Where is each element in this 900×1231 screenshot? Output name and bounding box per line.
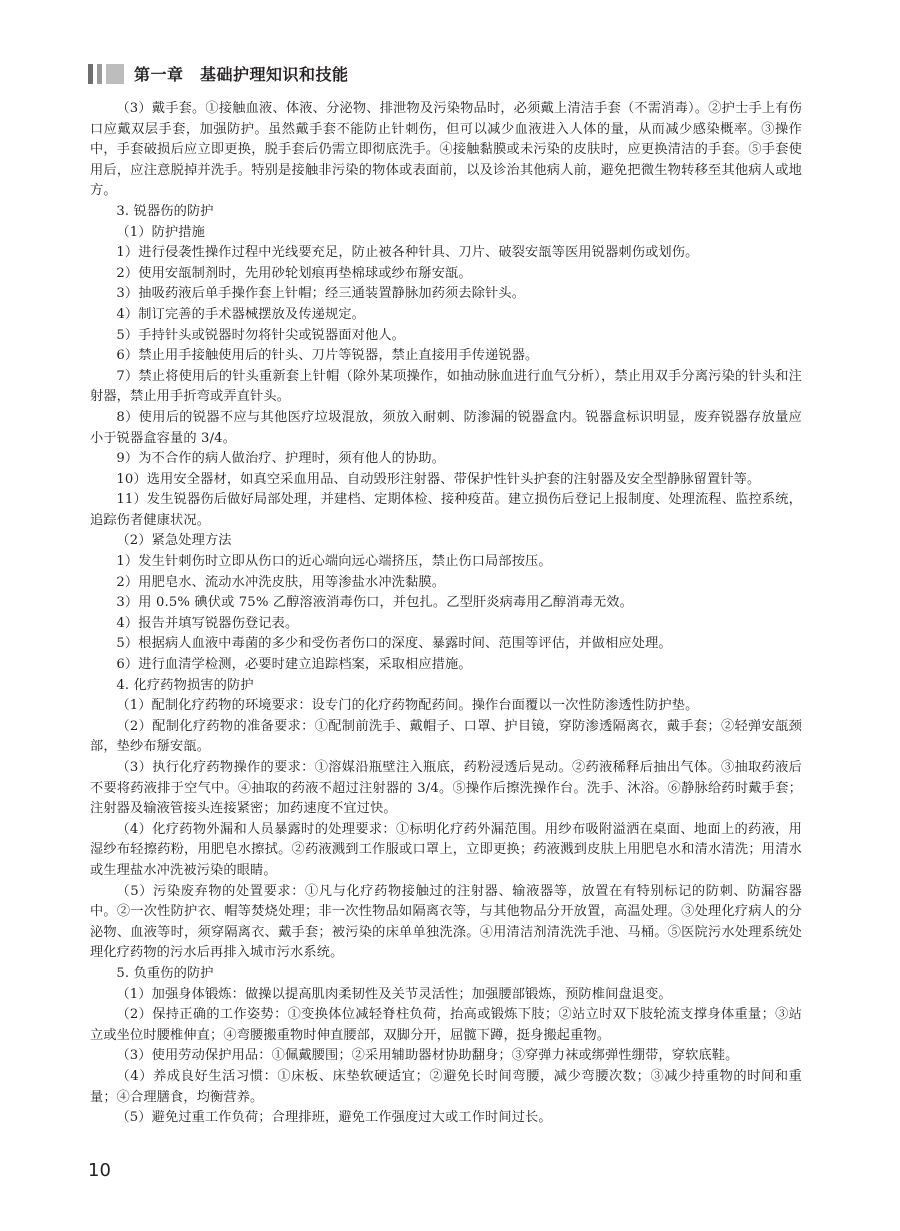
list-item: 4）报告并填写锐器伤登记表。 (116, 615, 299, 631)
subsection-heading: （1）防护措施 (116, 224, 205, 240)
header-decoration-block (106, 64, 124, 84)
list-item: 1）进行侵袭性操作过程中光线要充足，防止被各种针具、刀片、破裂安瓿等医用锐器刺伤或划伤。 (116, 245, 699, 261)
section-heading: 3. 锐器伤的防护 (116, 203, 214, 219)
list-item: （5）污染废弃物的处置要求：①凡与化疗药物接触过的注射器、输液器等，放置在有特别标记的防刺、防漏容器中。②一次性防护衣、帽等焚烧处理；非一次性物品如隔离衣等，与其他物品分开放置，高温处理。③处理化疗病人的分泌物、血液等时，须穿隔离衣、戴手套；被污染的床单单独洗涤。④用清洁剂清洗洗手池、马桶。⑤医院污水处理系统处理化疗药物的污水后再排入城市污水系统。 (90, 883, 802, 961)
page-body (90, 99, 802, 1129)
list-item: 3）用 0.5% 碘伏或 75% 乙醇溶液消毒伤口，并包扎。乙型肝炎病毒用乙醇消毒无效。 (116, 595, 633, 611)
page-header (88, 58, 808, 88)
list-item: 3）抽吸药液后单手操作套上针帽；经三通装置静脉加药须去除针头。 (116, 286, 526, 302)
list-item: 8）使用后的锐器不应与其他医疗垃圾混放，须放入耐刺、防渗漏的锐器盒内。锐器盒标识明显，废弃锐器存放量应小于锐器盒容量的 3/4。 (90, 409, 802, 446)
list-item: （1）加强身体锻炼：做操以提高肌肉柔韧性及关节灵活性；加强腰部锻炼，预防椎间盘退变。 (116, 986, 672, 1002)
list-item: （1）配制化疗药物的环境要求：设专门的化疗药物配药间。操作台面覆以一次性防渗透性防护垫。 (116, 698, 699, 714)
chapter-title: 第一章 基础护理知识和技能 (134, 65, 349, 84)
list-item: 11）发生锐器伤后做好局部处理，并建档、定期体检、接种疫苗。建立损伤后登记上报制度、处理流程、监控系统，追踪伤者健康状况。 (90, 492, 802, 528)
page-number: 10 (88, 1160, 111, 1181)
list-item: 2）用肥皂水、流动水冲洗皮肤，用等渗盐水冲洗黏膜。 (116, 574, 446, 590)
list-item: （3）执行化疗药物操作的要求：①溶媒沿瓶壁注入瓶底，药粉浸透后晃动。②药液稀释后抽出气体。③抽取药液后不要将药液排于空气中。④抽取的药液不超过注射器的 3/4。⑤操作后擦洗操作台。洗手、沐浴。⑥静脉给药时戴手套；注射器及输液管接头连接紧密；加药速度不宜过快。 (90, 760, 802, 817)
list-item: 10）选用安全器材，如真空采血用品、自动毁形注射器、带保护性针头护套的注射器及安全型静脉留置针等。 (116, 471, 761, 487)
list-item: 7）禁止将使用后的针头重新套上针帽（除外某项操作，如抽动脉血进行血气分析），禁止用双手分离污染的针头和注射器，禁止用手折弯或弄直针头。 (90, 368, 802, 405)
list-item: 4）制订完善的手术器械摆放及传递规定。 (116, 306, 366, 322)
section-heading: 4. 化疗药物损害的防护 (116, 677, 254, 693)
list-item: 2）使用安瓿制剂时，先用砂轮划痕再垫棉球或纱布掰安瓿。 (116, 265, 472, 281)
section-heading: 5. 负重伤的防护 (116, 965, 214, 981)
list-item: （4）化疗药物外漏和人员暴露时的处理要求：①标明化疗药外漏范围。用纱布吸附溢洒在桌面、地面上的药液，用湿纱布轻擦药粉，用肥皂水擦拭。②药液溅到工作服或口罩上，立即更换；药液溅到皮肤上用肥皂水和清水清洗；用清水或生理盐水冲洗被污染的眼睛。 (90, 821, 802, 878)
list-item: （2）配制化疗药物的准备要求：①配制前洗手、戴帽子、口罩、护目镜，穿防渗透隔离衣，戴手套；②轻弹安瓿颈部，垫纱布掰安瓿。 (90, 718, 802, 755)
header-decoration-bar (97, 64, 102, 84)
subsection-heading: （2）紧急处理方法 (116, 533, 232, 549)
list-item: 1）发生针刺伤时立即从伤口的近心端向远心端挤压，禁止伤口局部按压。 (116, 554, 552, 570)
list-item: 5）手持针头或锐器时勿将针尖或锐器面对他人。 (116, 327, 406, 343)
paragraph: （3）戴手套。①接触血液、体液、分泌物、排泄物及污染物品时，必须戴上清洁手套（不需消毒）。②护士手上有伤口应戴双层手套，加强防护。虽然戴手套不能防止针刺伤，但可以减少血液进入人体的量，从而减少感染概率。③操作中，手套破损后应立即更换，脱手套后仍需立即彻底洗手。④接触黏膜或未污染的皮肤时，应更换清洁的手套。⑤手套使用后，应注意脱掉并洗手。特别是接触非污染的物体或表面前，以及诊治其他病人前，避免把微生物转移至其他病人或地方。 (90, 101, 802, 199)
list-item: 6）进行血清学检测，必要时建立追踪档案，采取相应措施。 (116, 657, 472, 673)
list-item: 5）根据病人血液中毒菌的多少和受伤者伤口的深度、暴露时间、范围等评估，并做相应处理。 (116, 636, 672, 652)
list-item: 6）禁止用手接触使用后的针头、刀片等锐器，禁止直接用手传递锐器。 (116, 348, 539, 364)
list-item: （2）保持正确的工作姿势：①变换体位减轻脊柱负荷，抬高或锻炼下肢；②站立时双下肢轮流支撑身体重量；③站立或坐位时腰椎伸直；④弯腰搬重物时伸直腰部，双脚分开，屈髋下蹲，挺身搬起重物。 (90, 1007, 802, 1043)
header-decoration-bar (88, 64, 93, 84)
list-item: （5）避免过重工作负荷；合理排班，避免工作强度过大或工作时间过长。 (116, 1110, 552, 1126)
list-item: 9）为不合作的病人做治疗、护理时，须有他人的协助。 (116, 451, 446, 467)
list-item: （4）养成良好生活习惯：①床板、床垫软硬适宜；②避免长时间弯腰，减少弯腰次数；③减少持重物的时间和重量；④合理膳食，均衡营养。 (90, 1068, 802, 1105)
list-item: （3）使用劳动保护用品：①佩戴腰围；②采用辅助器材协助翻身；③穿弹力袜或绑弹性绷带，穿软底鞋。 (116, 1048, 739, 1064)
